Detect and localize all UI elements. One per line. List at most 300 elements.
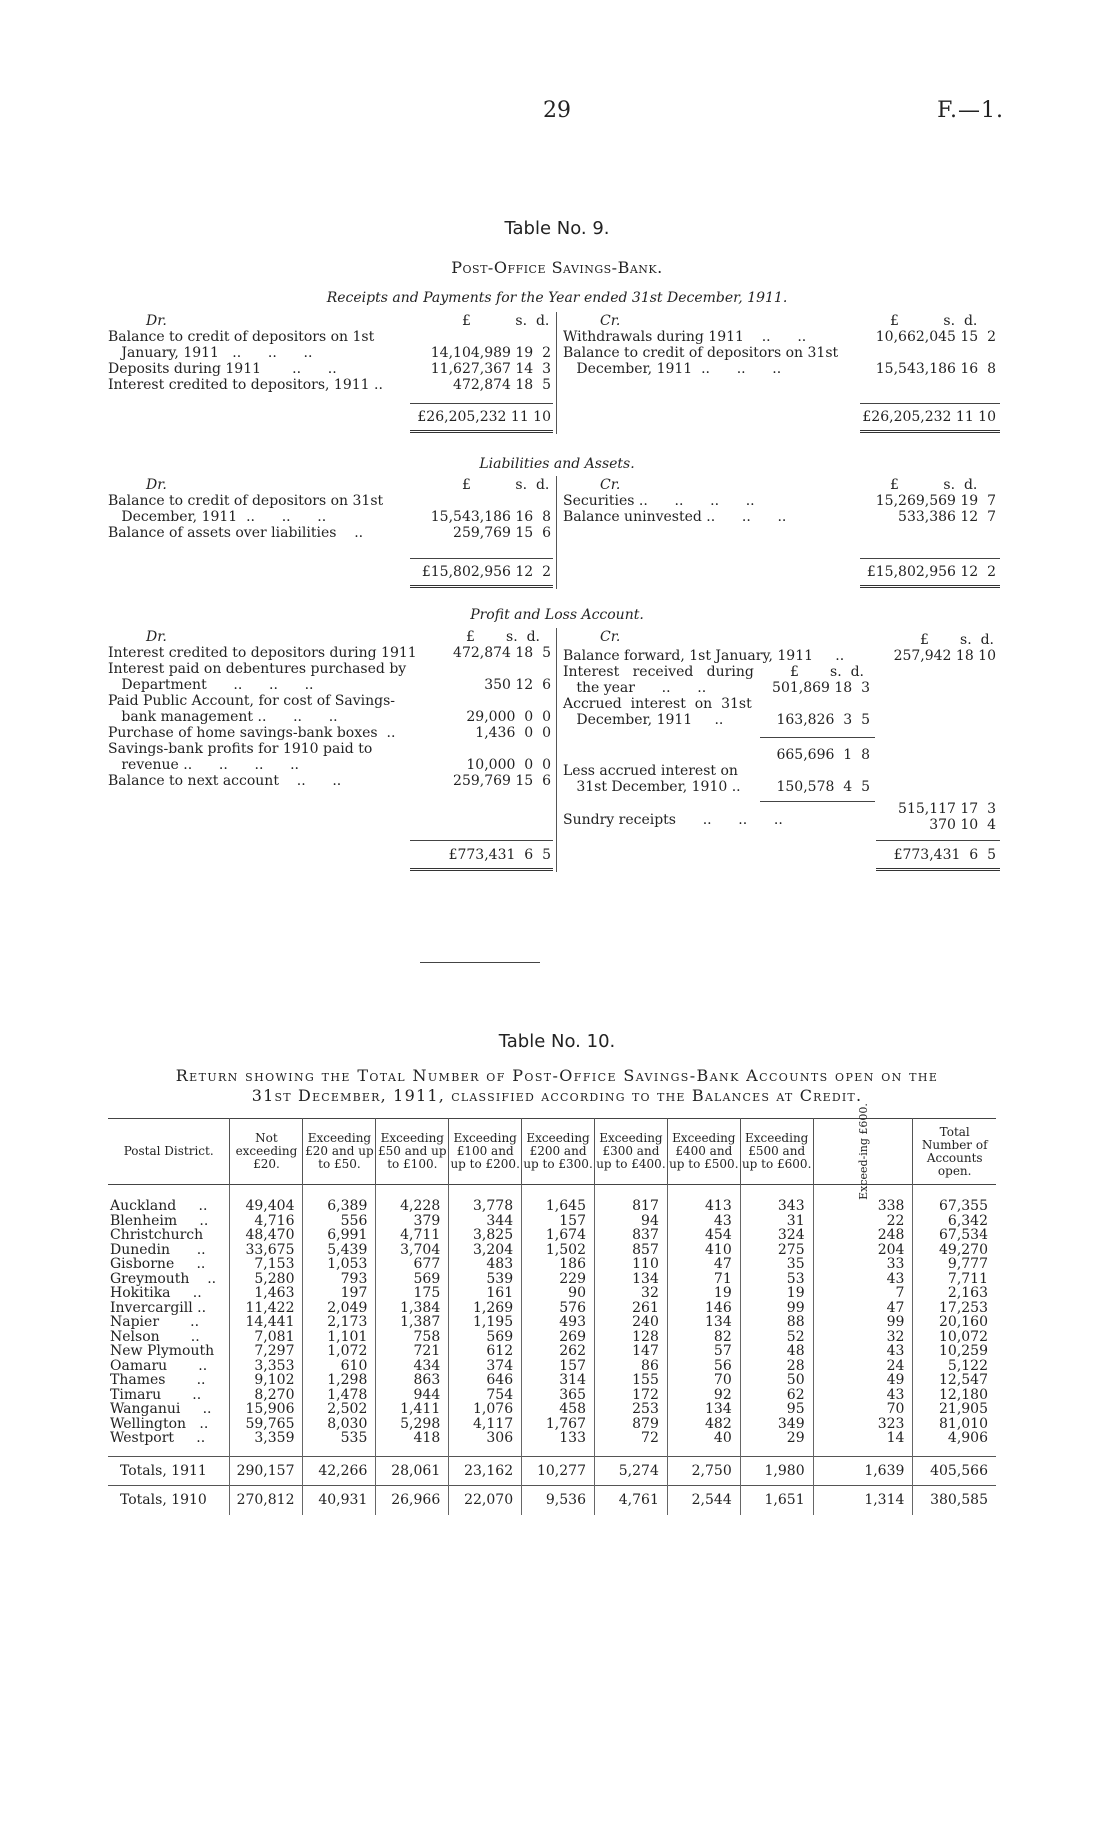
district-cell: Invercargill .. — [110, 1299, 207, 1316]
count-cell: 1,767 — [522, 1417, 595, 1432]
count-cell: 323 — [813, 1417, 913, 1432]
district-cell: Wellington .. — [110, 1415, 209, 1432]
table-row — [108, 1243, 996, 1258]
pl-left-value: 10,000 0 0 — [466, 757, 551, 773]
count-cell: 240 — [594, 1315, 667, 1330]
table-row — [108, 1257, 996, 1272]
count-cell: 52 — [740, 1330, 813, 1345]
receipts-left-value: 14,104,989 19 2 — [430, 345, 551, 361]
count-cell: 12,547 — [913, 1373, 996, 1388]
count-cell: 4,716 — [230, 1214, 303, 1229]
pl-outer-lsd: £ s. d. — [920, 632, 995, 648]
totals-label: Totals, 1910 — [108, 1486, 230, 1515]
count-cell: 70 — [667, 1373, 740, 1388]
district-cell: Christchurch — [110, 1227, 204, 1243]
district-cell: New Plymouth — [110, 1343, 215, 1359]
col-header: Postal District. — [123, 1144, 214, 1158]
count-cell: 147 — [594, 1344, 667, 1359]
col-header: Exceeding £100 and up to £200. — [449, 1119, 522, 1185]
count-cell: 262 — [522, 1344, 595, 1359]
totals-cell: 2,750 — [667, 1456, 740, 1486]
count-cell: 1,411 — [376, 1402, 449, 1417]
count-cell: 67,534 — [913, 1228, 996, 1243]
receipts-cr-label: Cr. — [600, 313, 621, 329]
liabilities-left-label: Balance of assets over liabilities .. — [108, 525, 364, 541]
count-cell: 248 — [813, 1228, 913, 1243]
totals-cell: 10,277 — [522, 1456, 595, 1486]
receipts-left-value: 11,627,367 14 3 — [430, 361, 551, 377]
count-cell: 3,778 — [449, 1185, 522, 1214]
count-cell: 62 — [740, 1388, 813, 1403]
count-cell: 6,342 — [913, 1214, 996, 1229]
count-cell: 1,387 — [376, 1315, 449, 1330]
col-header: Exceeding £500 and up to £600. — [740, 1119, 813, 1185]
count-cell: 12,180 — [913, 1388, 996, 1403]
count-cell: 4,906 — [913, 1431, 996, 1456]
count-cell: 172 — [594, 1388, 667, 1403]
count-cell: 3,825 — [449, 1228, 522, 1243]
count-cell: 434 — [376, 1359, 449, 1374]
count-cell: 72 — [594, 1431, 667, 1456]
count-cell: 556 — [303, 1214, 376, 1229]
receipts-total-right: £26,205,232 11 10 — [862, 409, 996, 425]
profit-loss-heading: Profit and Loss Account. — [470, 607, 644, 623]
table-row — [108, 1301, 996, 1316]
pl-left-label: Balance to next account .. .. — [108, 773, 342, 789]
count-cell: 47 — [667, 1257, 740, 1272]
count-cell: 1,478 — [303, 1388, 376, 1403]
count-cell: 35 — [740, 1257, 813, 1272]
count-cell: 610 — [303, 1359, 376, 1374]
receipts-left-label: Deposits during 1911 .. .. — [108, 361, 337, 377]
totals-cell: 40,931 — [303, 1486, 376, 1515]
count-cell: 343 — [740, 1185, 813, 1214]
pl-left-label: Savings-bank profits for 1910 paid to — [108, 741, 373, 757]
count-cell: 204 — [813, 1243, 913, 1258]
count-cell: 2,502 — [303, 1402, 376, 1417]
table9-title: Table No. 9. — [504, 218, 610, 239]
count-cell: 837 — [594, 1228, 667, 1243]
receipts-divider — [556, 312, 557, 434]
table-row — [108, 1417, 996, 1432]
pl-interest-received: Interest received during — [563, 664, 754, 680]
count-cell: 5,122 — [913, 1359, 996, 1374]
pl-left-value: 1,436 0 0 — [475, 725, 551, 741]
district-cell: Greymouth .. — [110, 1270, 217, 1287]
count-cell: 612 — [449, 1344, 522, 1359]
receipts-left-label: January, 1911 .. .. .. — [108, 345, 313, 361]
count-cell: 134 — [667, 1402, 740, 1417]
liabilities-right-value: 15,269,569 19 7 — [875, 493, 996, 509]
totals-cell: 1,314 — [813, 1486, 913, 1515]
liabilities-left-label: Balance to credit of depositors on 31st — [108, 493, 384, 509]
liabilities-heading: Liabilities and Assets. — [479, 456, 635, 472]
count-cell: 31 — [740, 1214, 813, 1229]
liabilities-right-label: Balance uninvested .. .. .. — [563, 509, 787, 525]
count-cell: 7,153 — [230, 1257, 303, 1272]
liabilities-left-label: December, 1911 .. .. .. — [108, 509, 327, 525]
table-row — [108, 1228, 996, 1243]
count-cell: 5,280 — [230, 1272, 303, 1287]
count-cell: 535 — [303, 1431, 376, 1456]
district-cell: Napier .. — [110, 1314, 200, 1330]
receipts-right-label: December, 1911 .. .. .. — [563, 361, 782, 377]
district-cell: Oamaru .. — [110, 1357, 208, 1374]
totals-cell: 22,070 — [449, 1486, 522, 1515]
count-cell: 94 — [594, 1214, 667, 1229]
count-cell: 793 — [303, 1272, 376, 1287]
pl-divider — [556, 628, 557, 872]
count-cell: 7,711 — [913, 1272, 996, 1287]
totals-cell: 23,162 — [449, 1456, 522, 1486]
count-cell: 269 — [522, 1330, 595, 1345]
count-cell: 197 — [303, 1286, 376, 1301]
col-header: Exceeding £200 and up to £300. — [522, 1119, 595, 1185]
totals-cell: 2,544 — [667, 1486, 740, 1515]
totals-cell: 26,966 — [376, 1486, 449, 1515]
totals-cell: 42,266 — [303, 1456, 376, 1486]
liabilities-total-left: £15,802,956 12 2 — [421, 564, 551, 580]
pl-left-value: 350 12 6 — [484, 677, 551, 693]
count-cell: 86 — [594, 1359, 667, 1374]
count-cell: 2,049 — [303, 1301, 376, 1316]
totals-row — [108, 1456, 996, 1486]
count-cell: 1,298 — [303, 1373, 376, 1388]
count-cell: 646 — [449, 1373, 522, 1388]
totals-cell: 9,536 — [522, 1486, 595, 1515]
count-cell: 1,463 — [230, 1286, 303, 1301]
pl-less-2: 31st December, 1910 .. — [563, 779, 741, 795]
count-cell: 40 — [667, 1431, 740, 1456]
count-cell: 2,173 — [303, 1315, 376, 1330]
pl-total-left: £773,431 6 5 — [448, 847, 551, 863]
count-cell: 134 — [594, 1272, 667, 1287]
receipts-right-label: Balance to credit of depositors on 31st — [563, 345, 839, 361]
count-cell: 1,195 — [449, 1315, 522, 1330]
count-cell: 454 — [667, 1228, 740, 1243]
count-cell: 1,101 — [303, 1330, 376, 1345]
table-row — [108, 1359, 996, 1374]
count-cell: 92 — [667, 1388, 740, 1403]
count-cell: 1,269 — [449, 1301, 522, 1316]
count-cell: 17,253 — [913, 1301, 996, 1316]
district-cell: Westport .. — [110, 1430, 206, 1446]
count-cell: 20,160 — [913, 1315, 996, 1330]
pl-total-right: £773,431 6 5 — [893, 847, 996, 863]
count-cell: 11,422 — [230, 1301, 303, 1316]
count-cell: 857 — [594, 1243, 667, 1258]
accounts-table — [108, 1103, 996, 1515]
district-cell: Dunedin .. — [110, 1241, 206, 1258]
section-separator — [420, 962, 540, 963]
liabilities-lsd-left: £ s. d. — [462, 477, 550, 493]
count-cell: 70 — [813, 1402, 913, 1417]
pl-dr-label: Dr. — [146, 629, 167, 645]
liabilities-total-right: £15,802,956 12 2 — [866, 564, 996, 580]
liabilities-left-value: 15,543,186 16 8 — [430, 509, 551, 525]
count-cell: 186 — [522, 1257, 595, 1272]
count-cell: 458 — [522, 1402, 595, 1417]
count-cell: 3,353 — [230, 1359, 303, 1374]
count-cell: 4,711 — [376, 1228, 449, 1243]
count-cell: 324 — [740, 1228, 813, 1243]
count-cell: 5,439 — [303, 1243, 376, 1258]
pl-inner-lsd: £ s. d. — [790, 664, 865, 680]
page-number: 29 — [543, 98, 571, 123]
col-header: Exceeding £20 and up to £50. — [303, 1119, 376, 1185]
count-cell: 344 — [449, 1214, 522, 1229]
district-cell: Auckland .. — [110, 1198, 208, 1214]
pl-left-value: 29,000 0 0 — [466, 709, 551, 725]
count-cell: 90 — [522, 1286, 595, 1301]
count-cell: 413 — [667, 1185, 740, 1214]
count-cell: 261 — [594, 1301, 667, 1316]
count-cell: 99 — [740, 1301, 813, 1316]
pl-left-label: Interest credited to depositors during 1911 — [108, 645, 417, 661]
count-cell: 879 — [594, 1417, 667, 1432]
receipts-left-label: Interest credited to depositors, 1911 .. — [108, 377, 383, 393]
count-cell: 49 — [813, 1373, 913, 1388]
count-cell: 1,502 — [522, 1243, 595, 1258]
pl-left-label: revenue .. .. .. .. — [108, 757, 299, 773]
liabilities-left-value: 259,769 15 6 — [453, 525, 551, 541]
district-cell: Gisborne .. — [110, 1256, 206, 1272]
count-cell: 28 — [740, 1359, 813, 1374]
count-cell: 32 — [594, 1286, 667, 1301]
count-cell: 758 — [376, 1330, 449, 1345]
count-cell: 67,355 — [913, 1185, 996, 1214]
count-cell: 8,270 — [230, 1388, 303, 1403]
count-cell: 19 — [667, 1286, 740, 1301]
count-cell: 82 — [667, 1330, 740, 1345]
count-cell: 7,297 — [230, 1344, 303, 1359]
receipts-dr-label: Dr. — [146, 313, 167, 329]
count-cell: 1,076 — [449, 1402, 522, 1417]
district-cell: Hokitika .. — [110, 1285, 202, 1301]
count-cell: 32 — [813, 1330, 913, 1345]
count-cell: 483 — [449, 1257, 522, 1272]
table10-title: Table No. 10. — [498, 1031, 616, 1052]
pl-subtotal: 665,696 1 8 — [776, 747, 870, 763]
count-cell: 146 — [667, 1301, 740, 1316]
table-row — [108, 1402, 996, 1417]
count-cell: 43 — [813, 1272, 913, 1287]
count-cell: 2,163 — [913, 1286, 996, 1301]
count-cell: 175 — [376, 1286, 449, 1301]
count-cell: 482 — [667, 1417, 740, 1432]
col-header: Total Number of Accounts open. — [913, 1119, 996, 1185]
count-cell: 99 — [813, 1315, 913, 1330]
table10-heading-2: 31st December, 1911, classified according to the Balances at Credit. — [251, 1086, 863, 1105]
count-cell: 338 — [813, 1185, 913, 1214]
count-cell: 1,645 — [522, 1185, 595, 1214]
count-cell: 155 — [594, 1373, 667, 1388]
count-cell: 229 — [522, 1272, 595, 1287]
count-cell: 56 — [667, 1359, 740, 1374]
totals-row — [108, 1486, 996, 1515]
receipts-heading: Receipts and Payments for the Year ended 31st December, 1911. — [326, 290, 788, 306]
count-cell: 4,228 — [376, 1185, 449, 1214]
count-cell: 7,081 — [230, 1330, 303, 1345]
totals-cell: 290,157 — [230, 1456, 303, 1486]
receipts-right-value: 15,543,186 16 8 — [875, 361, 996, 377]
count-cell: 14,441 — [230, 1315, 303, 1330]
pl-left-value: 259,769 15 6 — [453, 773, 551, 789]
count-cell: 81,010 — [913, 1417, 996, 1432]
district-cell: Blenheim .. — [110, 1212, 209, 1229]
table-row — [108, 1388, 996, 1403]
count-cell: 33,675 — [230, 1243, 303, 1258]
count-cell: 14 — [813, 1431, 913, 1456]
count-cell: 59,765 — [230, 1417, 303, 1432]
count-cell: 539 — [449, 1272, 522, 1287]
pl-accrued: Accrued interest on 31st — [563, 696, 752, 712]
table-row — [108, 1344, 996, 1359]
count-cell: 1,384 — [376, 1301, 449, 1316]
count-cell: 134 — [667, 1315, 740, 1330]
count-cell: 15,906 — [230, 1402, 303, 1417]
totals-cell: 4,761 — [594, 1486, 667, 1515]
pl-sundry: Sundry receipts .. .. .. — [563, 812, 783, 828]
pl-left-label: Paid Public Account, for cost of Savings- — [108, 693, 396, 709]
count-cell: 161 — [449, 1286, 522, 1301]
count-cell: 3,204 — [449, 1243, 522, 1258]
count-cell: 21,905 — [913, 1402, 996, 1417]
count-cell: 569 — [449, 1330, 522, 1345]
receipts-total-left: £26,205,232 11 10 — [417, 409, 551, 425]
liabilities-dr-label: Dr. — [146, 477, 167, 493]
district-cell: Thames .. — [110, 1372, 206, 1388]
liabilities-right-label: Securities .. .. .. .. — [563, 493, 755, 509]
pl-net: 515,117 17 3 — [898, 801, 996, 817]
count-cell: 128 — [594, 1330, 667, 1345]
totals-cell: 1,639 — [813, 1456, 913, 1486]
receipts-lsd-left: £ s. d. — [462, 313, 550, 329]
count-cell: 3,359 — [230, 1431, 303, 1456]
count-cell: 253 — [594, 1402, 667, 1417]
pl-left-label: Department .. .. .. — [108, 677, 314, 693]
count-cell: 1,072 — [303, 1344, 376, 1359]
count-cell: 3,704 — [376, 1243, 449, 1258]
count-cell: 374 — [449, 1359, 522, 1374]
col-header: Exceeding £300 and up to £400. — [594, 1119, 667, 1185]
count-cell: 48 — [740, 1344, 813, 1359]
liabilities-cr-label: Cr. — [600, 477, 621, 493]
count-cell: 157 — [522, 1359, 595, 1374]
pl-accrued-dec: December, 1911 .. — [563, 712, 724, 728]
count-cell: 275 — [740, 1243, 813, 1258]
table-row — [108, 1214, 996, 1229]
totals-cell: 270,812 — [230, 1486, 303, 1515]
pl-left-label: Interest paid on debentures purchased by — [108, 661, 407, 677]
totals-cell: 28,061 — [376, 1456, 449, 1486]
count-cell: 4,117 — [449, 1417, 522, 1432]
liabilities-lsd-right: £ s. d. — [890, 477, 978, 493]
totals-cell: 5,274 — [594, 1456, 667, 1486]
count-cell: 8,030 — [303, 1417, 376, 1432]
count-cell: 22 — [813, 1214, 913, 1229]
count-cell: 314 — [522, 1373, 595, 1388]
count-cell: 944 — [376, 1388, 449, 1403]
pl-left-label: Purchase of home savings-bank boxes .. — [108, 725, 396, 741]
district-cell: Nelson .. — [110, 1328, 200, 1345]
count-cell: 576 — [522, 1301, 595, 1316]
count-cell: 95 — [740, 1402, 813, 1417]
table9-subtitle: Post-Office Savings-Bank. — [451, 258, 663, 277]
table10-heading-1: Return showing the Total Number of Post-Office Savings-Bank Accounts open on the — [175, 1066, 939, 1085]
count-cell: 6,991 — [303, 1228, 376, 1243]
count-cell: 754 — [449, 1388, 522, 1403]
pl-sundry-value: 370 10 4 — [929, 817, 996, 833]
count-cell: 10,259 — [913, 1344, 996, 1359]
pl-balance-forward: Balance forward, 1st January, 1911 .. — [563, 648, 845, 664]
totals-cell: 380,585 — [913, 1486, 996, 1515]
count-cell: 817 — [594, 1185, 667, 1214]
count-cell: 88 — [740, 1315, 813, 1330]
pl-year-value: 501,869 18 3 — [772, 680, 870, 696]
count-cell: 863 — [376, 1373, 449, 1388]
count-cell: 19 — [740, 1286, 813, 1301]
pl-left-label: bank management .. .. .. — [108, 709, 338, 725]
receipts-left-value: 472,874 18 5 — [453, 377, 551, 393]
count-cell: 5,298 — [376, 1417, 449, 1432]
col-header: Exceeding £50 and up to £100. — [376, 1119, 449, 1185]
pl-left-value: 472,874 18 5 — [453, 645, 551, 661]
count-cell: 1,674 — [522, 1228, 595, 1243]
count-cell: 9,102 — [230, 1373, 303, 1388]
pl-cr-label: Cr. — [600, 629, 621, 645]
count-cell: 43 — [813, 1388, 913, 1403]
table-row — [108, 1315, 996, 1330]
count-cell: 49,270 — [913, 1243, 996, 1258]
pl-balance-forward-value: 257,942 18 10 — [893, 648, 996, 664]
count-cell: 6,389 — [303, 1185, 376, 1214]
count-cell: 33 — [813, 1257, 913, 1272]
count-cell: 47 — [813, 1301, 913, 1316]
count-cell: 49,404 — [230, 1185, 303, 1214]
count-cell: 57 — [667, 1344, 740, 1359]
count-cell: 721 — [376, 1344, 449, 1359]
count-cell: 7 — [813, 1286, 913, 1301]
count-cell: 29 — [740, 1431, 813, 1456]
totals-cell: 1,651 — [740, 1486, 813, 1515]
table-row — [108, 1286, 996, 1301]
count-cell: 24 — [813, 1359, 913, 1374]
count-cell: 418 — [376, 1431, 449, 1456]
count-cell: 1,053 — [303, 1257, 376, 1272]
table-row — [108, 1330, 996, 1345]
count-cell: 9,777 — [913, 1257, 996, 1272]
receipts-right-value: 10,662,045 15 2 — [875, 329, 996, 345]
count-cell: 133 — [522, 1431, 595, 1456]
pl-year-label: the year .. .. — [563, 680, 707, 696]
pl-accrued-value: 163,826 3 5 — [776, 712, 870, 728]
col-header: Exceeding £400 and up to £500. — [667, 1119, 740, 1185]
district-cell: Timaru .. — [110, 1386, 202, 1403]
count-cell: 71 — [667, 1272, 740, 1287]
count-cell: 306 — [449, 1431, 522, 1456]
count-cell: 410 — [667, 1243, 740, 1258]
receipts-right-label: Withdrawals during 1911 .. .. — [563, 329, 807, 345]
count-cell: 677 — [376, 1257, 449, 1272]
liabilities-divider — [556, 476, 557, 589]
count-cell: 48,470 — [230, 1228, 303, 1243]
table-row — [108, 1272, 996, 1287]
col-header: Not exceeding £20. — [230, 1119, 303, 1185]
table-row — [108, 1373, 996, 1388]
totals-label: Totals, 1911 — [108, 1456, 230, 1486]
count-cell: 50 — [740, 1373, 813, 1388]
